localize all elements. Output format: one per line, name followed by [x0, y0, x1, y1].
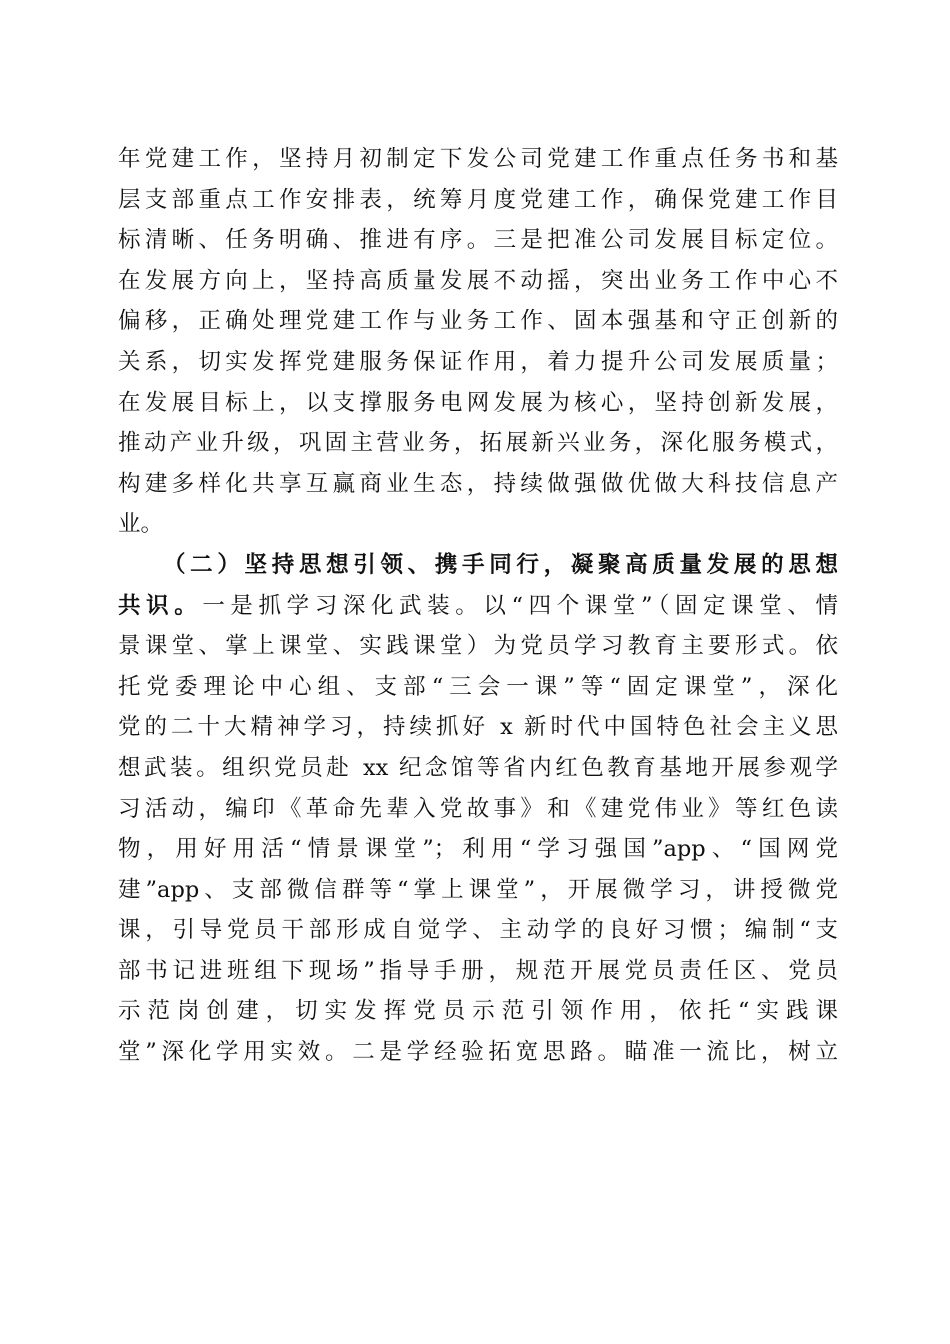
text-line: 部书记进班组下现场”指导手册，规范开展党员责任区、党员 — [118, 957, 838, 984]
text-line: 关系，切实发挥党建服务保证作用，着力提升公司发展质量； — [118, 348, 838, 375]
text-line: 业。 — [118, 511, 164, 538]
section-heading-line: （二）坚持思想引领、携手同行，凝聚高质量发展的思想 — [163, 551, 838, 578]
text-line: 堂”深化学用实效。二是学经验拓宽思路。瞄准一流比，树立 — [118, 1039, 838, 1066]
text-line: 层支部重点工作安排表，统筹月度党建工作，确保党建工作目 — [118, 186, 838, 213]
bold-prefix: 共识。 — [118, 592, 203, 619]
text-line: 在发展方向上，坚持高质量发展不动摇，突出业务工作中心不 — [118, 267, 838, 294]
text-line: 习活动，编印《革命先辈入党故事》和《建党伟业》等红色读 — [118, 795, 838, 822]
text-line: 年党建工作，坚持月初制定下发公司党建工作重点任务书和基 — [118, 146, 838, 172]
text-line: 托党委理论中心组、支部“三会一课”等“固定课堂”，深化 — [118, 673, 838, 700]
text-line: 在发展目标上，以支撑服务电网发展为核心，坚持创新发展， — [118, 389, 838, 416]
text-line: 偏移，正确处理党建工作与业务工作、固本强基和守正创新的 — [118, 308, 838, 335]
text-line: 建”app、支部微信群等“掌上课堂”，开展微学习，讲授微党 — [118, 876, 838, 903]
text-line: 党的二十大精神学习，持续抓好 x 新时代中国特色社会主义思 — [118, 714, 838, 741]
text-line: 标清晰、任务明确、推进有序。三是把准公司发展目标定位。 — [118, 227, 838, 254]
text-line: 想武装。组织党员赴 xx 纪念馆等省内红色教育基地开展参观学 — [118, 754, 838, 781]
text-line: 示范岗创建，切实发挥党员示范引领作用，依托“实践课 — [118, 998, 838, 1025]
text-line: 共识。一是抓学习深化武装。以“四个课堂”（固定课堂、情 — [118, 592, 838, 619]
text-line: 构建多样化共享互赢商业生态，持续做强做优做大科技信息产 — [118, 470, 838, 497]
text-line: 课，引导党员干部形成自觉学、主动学的良好习惯；编制“支 — [118, 917, 838, 944]
body-text — [118, 139, 838, 1073]
text-line: 景课堂、掌上课堂、实践课堂）为党员学习教育主要形式。依 — [118, 633, 838, 660]
text-line: 物，用好用活“情景课堂”；利用“学习强国”app、“国网党 — [118, 836, 838, 863]
text-line: 推动产业升级，巩固主营业务，拓展新兴业务，深化服务模式， — [118, 430, 838, 457]
